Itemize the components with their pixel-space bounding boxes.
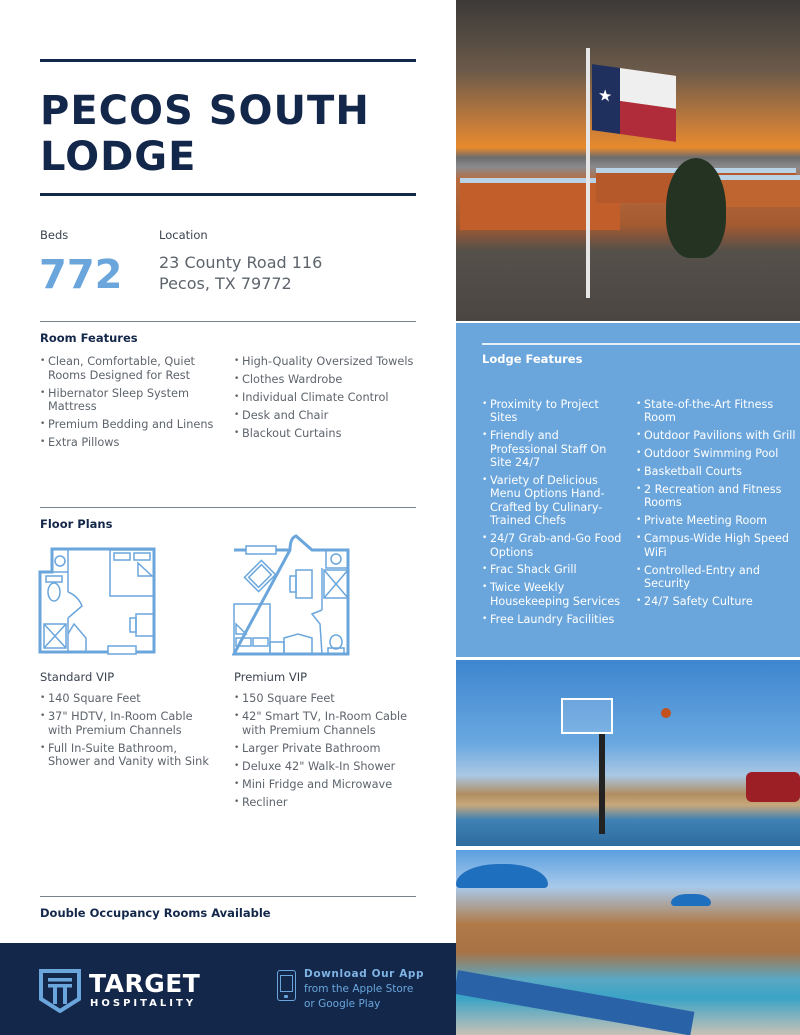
list-item: • Controlled-Entry and Security [636, 564, 796, 591]
divider [40, 321, 416, 322]
basketball-hoop [561, 698, 613, 734]
photo-swimming-pool [456, 850, 800, 1035]
list-item: • High-Quality Oversized Towels [234, 355, 424, 369]
address-line-2: Pecos, TX 79772 [159, 274, 292, 293]
list-item: • 42" Smart TV, In-Room Cable with Premium Channels [234, 710, 414, 737]
lodge-features-panel [456, 323, 800, 657]
list-item: • 140 Square Feet [40, 692, 210, 706]
double-occupancy-note: Double Occupancy Rooms Available [40, 906, 271, 920]
premium-plan-name: Premium VIP [234, 670, 308, 684]
list-item: • Clean, Comfortable, Quiet Rooms Designed for Rest [40, 355, 220, 382]
list-item: • Extra Pillows [40, 436, 220, 450]
divider [40, 507, 416, 508]
list-item: • Outdoor Swimming Pool [636, 447, 796, 460]
google-play-text: or Google Play [304, 998, 381, 1010]
download-app-title: Download Our App [304, 968, 425, 980]
list-item: • Hibernator Sleep System Mattress [40, 387, 220, 414]
list-item: • Deluxe 42" Walk-In Shower [234, 760, 414, 774]
list-item: • Twice Weekly Housekeeping Services [482, 581, 622, 608]
list-item: • 24/7 Safety Culture [636, 595, 796, 608]
lodge-features-list-2 [636, 398, 796, 613]
title-bottom-rule [40, 193, 416, 196]
apple-store-text: from the Apple Store [304, 983, 414, 995]
list-item: • Mini Fridge and Microwave [234, 778, 414, 792]
list-item: • 2 Recreation and Fitness Rooms [636, 483, 796, 510]
title-top-rule [40, 59, 416, 62]
list-item: • 37" HDTV, In-Room Cable with Premium Channels [40, 710, 210, 737]
premium-plan-features [234, 692, 414, 814]
texas-flag-icon: ★ [592, 64, 676, 142]
list-item: • Campus-Wide High Speed WiFi [636, 532, 796, 559]
page-title [40, 88, 420, 180]
list-item: • Frac Shack Grill [482, 563, 622, 576]
lodge-features-list-1 [482, 398, 622, 631]
tree-shape [666, 158, 726, 258]
standard-plan-features [40, 692, 210, 773]
smartphone-icon [277, 970, 296, 1001]
list-item: • Outdoor Pavilions with Grill [636, 429, 796, 442]
list-item: • Friendly and Professional Staff On Site 24/7 [482, 429, 622, 469]
room-features-list-2 [234, 355, 424, 445]
floor-plans-heading: Floor Plans [40, 517, 113, 531]
list-item: • Proximity to Project Sites [482, 398, 622, 425]
title-line-2: LODGE [40, 134, 197, 180]
list-item: • Premium Bedding and Linens [40, 418, 220, 432]
beds-label: Beds [40, 228, 69, 242]
standard-plan-name: Standard VIP [40, 670, 115, 684]
umbrella-shape [671, 894, 711, 906]
list-item: • Basketball Courts [636, 465, 796, 478]
footer [0, 943, 456, 1035]
list-item: • Private Meeting Room [636, 514, 796, 527]
hoop-pole [599, 734, 605, 834]
list-item: • Individual Climate Control [234, 391, 424, 405]
list-item: • Full In-Suite Bathroom, Shower and Vanity with Sink [40, 742, 210, 769]
list-item: • Clothes Wardrobe [234, 373, 424, 387]
right-column [456, 0, 800, 1035]
premium-floor-plan-icon [232, 534, 352, 658]
target-hospitality-logo[interactable] [39, 969, 209, 1015]
lodge-rule [482, 343, 800, 345]
flagpole [586, 48, 590, 298]
logo-wordmark: TARGET [89, 969, 201, 998]
list-item: • Desk and Chair [234, 409, 424, 423]
shield-logo-icon [39, 969, 81, 1013]
list-item: • 24/7 Grab-and-Go Food Options [482, 532, 622, 559]
red-suv [746, 772, 800, 802]
list-item: • Recliner [234, 796, 414, 810]
beds-value: 772 [39, 252, 123, 298]
umbrella-shape [456, 864, 548, 888]
download-app-link[interactable] [304, 967, 424, 1012]
title-line-1: PECOS SOUTH [40, 88, 370, 134]
list-item: • State-of-the-Art Fitness Room [636, 398, 796, 425]
list-item: • 150 Square Feet [234, 692, 414, 706]
divider [40, 896, 416, 897]
logo-subtitle: HOSPITALITY [90, 998, 197, 1009]
standard-floor-plan-icon [38, 546, 158, 656]
photo-basketball-court [456, 660, 800, 846]
list-item: • Free Laundry Facilities [482, 613, 622, 626]
address [159, 252, 322, 294]
lounge-chair [456, 970, 694, 1035]
list-item: • Larger Private Bathroom [234, 742, 414, 756]
lodge-features-heading: Lodge Features [482, 352, 583, 366]
address-line-1: 23 County Road 116 [159, 253, 323, 272]
list-item: • Variety of Delicious Menu Options Hand-Crafted by Culinary-Trained Chefs [482, 474, 622, 528]
photo-lodge-exterior [456, 0, 800, 321]
basketball-icon [661, 708, 671, 718]
room-features-list-1 [40, 355, 220, 454]
location-label: Location [159, 228, 208, 242]
building-shape [714, 175, 800, 207]
list-item: • Blackout Curtains [234, 427, 424, 441]
room-features-heading: Room Features [40, 331, 138, 345]
